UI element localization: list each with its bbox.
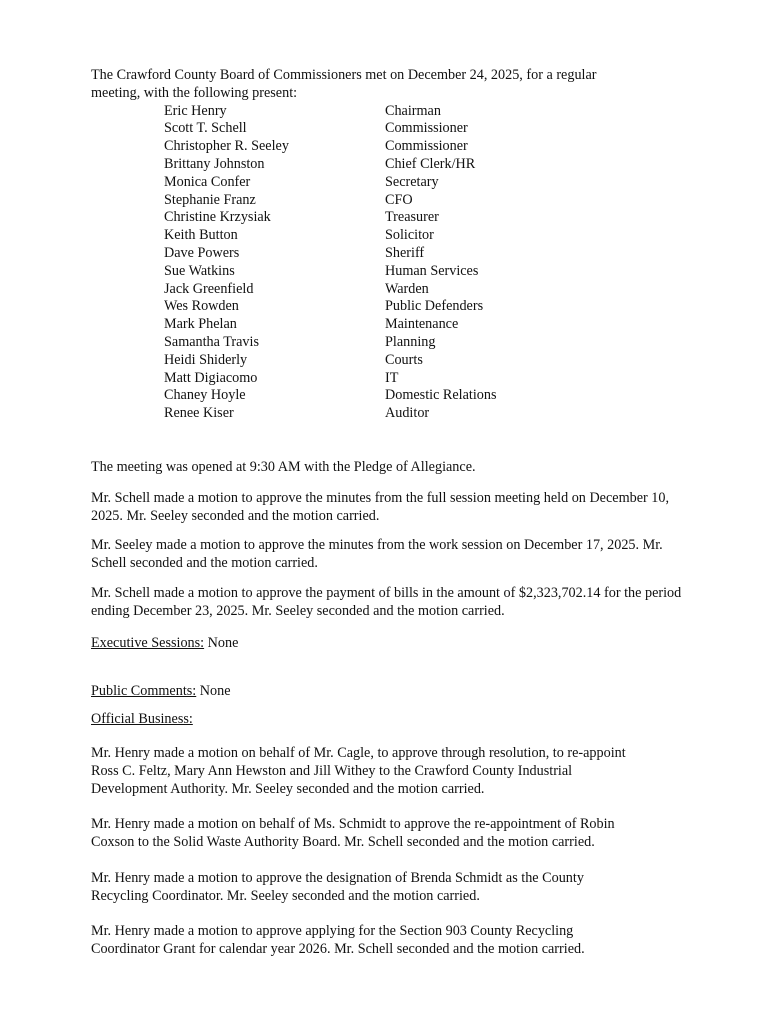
attendee-role: Warden: [385, 280, 429, 297]
attendee-row: [164, 156, 731, 174]
attendee-row: [164, 103, 731, 121]
attendee-role: Auditor: [385, 405, 430, 422]
attendee-role: Chief Clerk/HR: [385, 155, 476, 172]
paragraph-line: Mr. Henry made a motion on behalf of Ms. Schmidt to approve the re-appointment of Robin: [91, 816, 615, 833]
attendee-role: Solicitor: [385, 227, 434, 244]
attendee-name: Mark Phelan: [164, 316, 237, 333]
attendee-name: Brittany Johnston: [164, 155, 265, 172]
attendee-role: Human Services: [385, 262, 479, 279]
paragraph-line: Mr. Henry made a motion to approve applying for the Section 903 County Recycling: [91, 923, 574, 940]
attendee-name: Jack Greenfield: [164, 280, 254, 297]
attendee-role: Planning: [385, 333, 436, 350]
attendee-role: Commissioner: [385, 138, 468, 155]
paragraph-line: Coxson to the Solid Waste Authority Board. Mr. Schell seconded and the motion carried.: [91, 834, 595, 851]
official-business-heading: [91, 711, 731, 729]
attendee-row: [164, 245, 731, 263]
attendee-name: Monica Confer: [164, 173, 251, 190]
attendee-row: [164, 334, 731, 352]
paragraph-line: Mr. Seeley made a motion to approve the minutes from the work session on December 17, 2025. Mr.: [91, 537, 663, 554]
attendee-list: [164, 103, 731, 423]
attendee-row: [164, 370, 731, 388]
paragraph-line: Mr. Henry made a motion on behalf of Mr. Cagle, to approve through resolution, to re-appoint: [91, 744, 626, 761]
paragraph-line: Development Authority. Mr. Seeley seconded and the motion carried.: [91, 780, 485, 797]
attendee-row: [164, 138, 731, 156]
attendee-row: [164, 387, 731, 405]
attendee-role: Secretary: [385, 173, 439, 190]
attendee-name: Christopher R. Seeley: [164, 138, 289, 155]
paragraph-line: Mr. Henry made a motion to approve the designation of Brenda Schmidt as the County: [91, 869, 584, 886]
public-comments-label: Public Comments:: [91, 683, 197, 700]
public-comments: [91, 683, 731, 701]
opening-paragraph: The meeting was opened at 9:30 AM with the Pledge of Allegiance.: [91, 458, 476, 475]
attendee-row: [164, 120, 731, 138]
attendee-name: Wes Rowden: [164, 298, 239, 315]
attendee-role: Courts: [385, 351, 423, 368]
paragraph-line: Recycling Coordinator. Mr. Seeley seconded and the motion carried.: [91, 887, 480, 904]
attendee-row: [164, 316, 731, 334]
official-business-label: Official Business:: [91, 711, 193, 728]
paragraph-line: Coordinator Grant for calendar year 2026. Mr. Schell seconded and the motion carried.: [91, 941, 585, 958]
executive-sessions-value: None: [204, 634, 239, 651]
paragraph-line: Ross C. Feltz, Mary Ann Hewston and Jill Withey to the Crawford County Industrial: [91, 762, 573, 779]
paragraph-line: Mr. Schell made a motion to approve the minutes from the full session meeting held on December 10,: [91, 489, 670, 506]
attendee-row: [164, 174, 731, 192]
attendee-name: Matt Digiacomo: [164, 369, 258, 386]
attendee-name: Sue Watkins: [164, 262, 235, 279]
attendee-row: [164, 352, 731, 370]
paragraph-line: Schell seconded and the motion carried.: [91, 555, 318, 572]
attendee-name: Keith Button: [164, 227, 238, 244]
motion-minutes-full-session: [91, 490, 731, 526]
attendee-name: Dave Powers: [164, 244, 240, 261]
attendee-name: Chaney Hoyle: [164, 387, 246, 404]
attendee-row: [164, 227, 731, 245]
attendee-row: [164, 192, 731, 210]
attendee-row: [164, 263, 731, 281]
executive-sessions-label: Executive Sessions:: [91, 634, 205, 651]
attendee-role: CFO: [385, 191, 413, 208]
business-solid-waste-board: [91, 816, 731, 852]
attendee-role: IT: [385, 369, 399, 386]
attendee-role: Sheriff: [385, 244, 425, 261]
business-recycling-grant: [91, 923, 731, 959]
attendee-role: Treasurer: [385, 209, 439, 226]
attendee-role: Public Defenders: [385, 298, 484, 315]
intro-line: The Crawford County Board of Commissioners met on December 24, 2025, for a regular: [91, 67, 597, 83]
motion-payment-of-bills: [91, 585, 731, 621]
public-comments-value: None: [196, 683, 231, 700]
minutes-document: [91, 67, 731, 959]
attendee-name: Samantha Travis: [164, 333, 259, 350]
business-industrial-authority: [91, 745, 731, 798]
attendee-name: Heidi Shiderly: [164, 351, 248, 368]
attendee-name: Scott T. Schell: [164, 120, 247, 137]
intro-line: meeting, with the following present:: [91, 84, 298, 101]
attendee-role: Commissioner: [385, 120, 468, 137]
attendee-row: [164, 281, 731, 299]
intro-paragraph: [91, 67, 731, 103]
business-recycling-coordinator: [91, 870, 731, 906]
executive-sessions: [91, 635, 731, 653]
paragraph-line: Mr. Schell made a motion to approve the payment of bills in the amount of $2,323,702.14 for the period: [91, 584, 682, 601]
attendee-name: Stephanie Franz: [164, 191, 256, 208]
attendee-row: [164, 209, 731, 227]
attendee-name: Renee Kiser: [164, 405, 234, 422]
attendee-row: [164, 405, 731, 423]
motion-minutes-work-session: [91, 537, 731, 573]
attendee-role: Domestic Relations: [385, 387, 497, 404]
attendee-row: [164, 298, 731, 316]
attendee-role: Chairman: [385, 102, 441, 119]
paragraph-line: 2025. Mr. Seeley seconded and the motion carried.: [91, 507, 380, 524]
attendee-name: Christine Krzysiak: [164, 209, 271, 226]
attendee-name: Eric Henry: [164, 102, 227, 119]
paragraph-line: ending December 23, 2025. Mr. Seeley seconded and the motion carried.: [91, 602, 505, 619]
attendee-role: Maintenance: [385, 316, 459, 333]
